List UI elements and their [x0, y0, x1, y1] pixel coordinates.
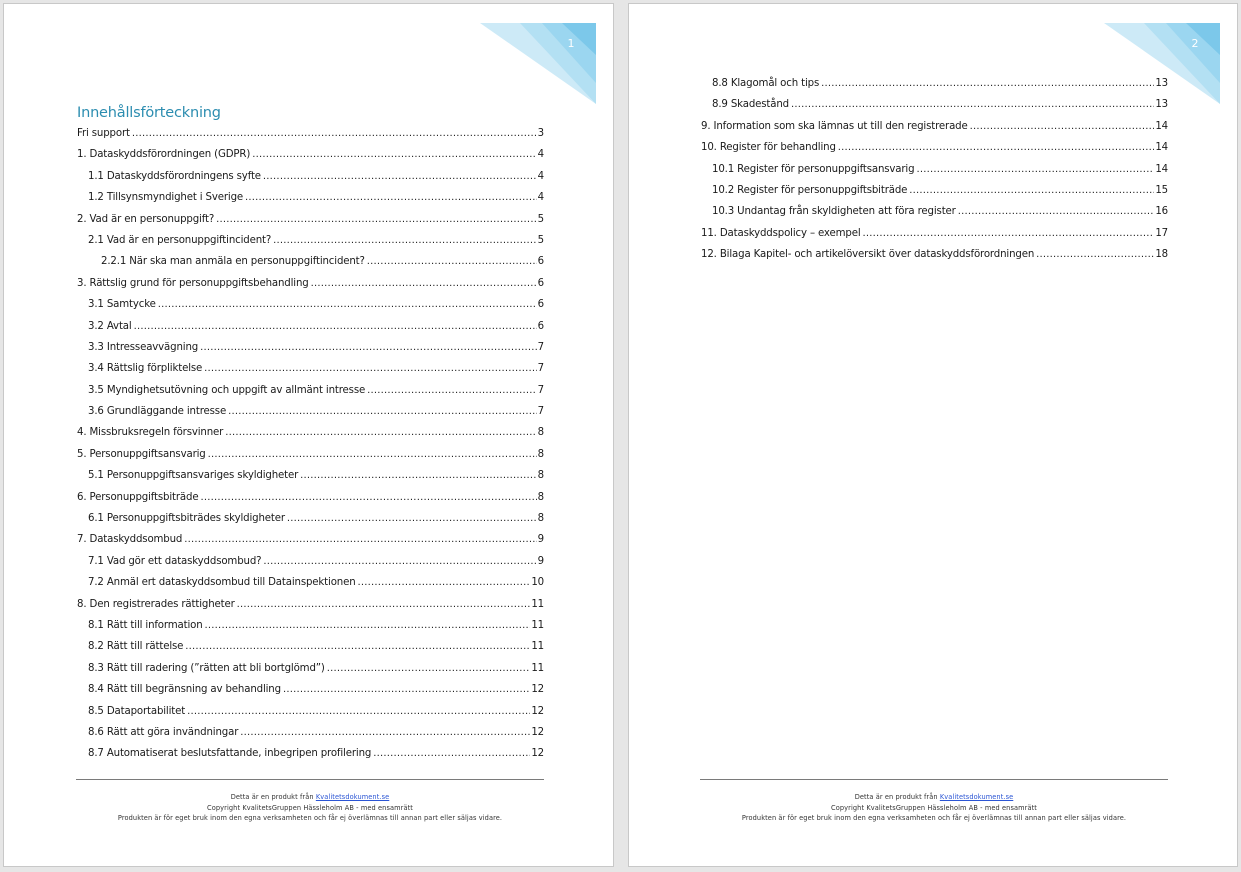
toc-entry-title: 10.3 Undantag från skyldigheten att föra register	[712, 206, 956, 218]
toc-entry-page: 17	[1155, 227, 1168, 239]
toc-entry-page: 16	[1155, 206, 1168, 218]
toc-entry[interactable]	[77, 144, 544, 165]
toc-entry-title: 10.2 Register för personuppgiftsbiträde	[712, 184, 908, 196]
toc-entry-page: 4	[537, 170, 544, 182]
toc-dot-leader	[185, 636, 530, 657]
toc-entry[interactable]	[77, 166, 544, 187]
toc-entry-page: 11	[531, 641, 544, 653]
toc-dot-leader	[367, 380, 537, 401]
toc-dot-leader	[970, 116, 1155, 137]
toc-dot-leader	[909, 180, 1154, 201]
footer-copyright: Copyright KvalitetsGruppen Hässleholm AB - med ensamrätt	[831, 803, 1037, 812]
toc-entry-page: 12	[531, 748, 544, 760]
toc-entry[interactable]	[77, 187, 544, 208]
toc-dot-leader	[358, 572, 531, 593]
toc-dot-leader	[263, 166, 537, 187]
footer-line-1	[700, 792, 1168, 803]
footer-divider	[700, 779, 1168, 780]
toc-entry-page: 3	[537, 128, 544, 139]
toc-entry[interactable]	[77, 358, 544, 379]
toc-dot-leader	[184, 529, 536, 550]
toc-entry[interactable]	[701, 94, 1168, 115]
toc-dot-leader	[300, 465, 537, 486]
toc-entry-page: 12	[531, 705, 544, 717]
table-of-contents	[701, 73, 1168, 266]
toc-entry[interactable]	[77, 337, 544, 358]
toc-dot-leader	[838, 137, 1155, 158]
toc-dot-leader	[367, 251, 537, 272]
toc-entry-title: 9. Information som ska lämnas ut till den registrerade	[701, 120, 968, 132]
footer-line-1	[76, 792, 544, 803]
toc-dot-leader	[225, 422, 536, 443]
toc-entry-page: 7	[537, 363, 544, 375]
toc-entry-title: 3.6 Grundläggande intresse	[88, 406, 227, 418]
toc-dot-leader	[200, 337, 537, 358]
toc-entry-page: 7	[537, 341, 544, 353]
toc-entry-page: 5	[537, 213, 544, 225]
toc-entry-title: 7.1 Vad gör ett dataskyddsombud?	[88, 555, 262, 567]
toc-entry[interactable]	[77, 380, 544, 401]
toc-dot-leader	[240, 722, 530, 743]
toc-dot-leader	[245, 187, 537, 208]
toc-entry-page: 11	[531, 598, 544, 610]
toc-entry-title: 5. Personuppgiftsansvarig	[77, 448, 206, 460]
toc-dot-leader	[311, 273, 537, 294]
toc-entry[interactable]	[701, 116, 1168, 137]
toc-dot-leader	[204, 358, 537, 379]
toc-entry[interactable]	[701, 137, 1168, 158]
toc-entry-title: 8.3 Rätt till radering (”rätten att bli bortglömd”)	[88, 662, 325, 674]
toc-entry[interactable]	[77, 615, 544, 636]
toc-dot-leader	[134, 316, 537, 337]
toc-dot-leader	[237, 594, 531, 615]
toc-entry-page: 8	[537, 427, 544, 439]
toc-dot-leader	[205, 615, 531, 636]
page-number: 2	[1191, 37, 1199, 50]
toc-entry-page: 9	[537, 534, 544, 546]
toc-entry-page: 12	[531, 684, 544, 696]
toc-dot-leader	[208, 444, 537, 465]
toc-dot-leader	[821, 73, 1154, 94]
toc-entry-title: 8.5 Dataportabilitet	[88, 705, 186, 717]
toc-entry-title: Fri support	[77, 128, 130, 139]
toc-entry-title: 5.1 Personuppgiftsansvariges skyldigheter	[88, 470, 299, 482]
toc-entry[interactable]	[77, 572, 544, 593]
toc-entry-title: 6.1 Personuppgiftsbiträdes skyldigheter	[88, 513, 285, 525]
toc-entry-title: 2.1 Vad är en personuppgiftincident?	[88, 234, 272, 246]
page-footer	[700, 792, 1168, 824]
toc-dot-leader	[273, 230, 537, 251]
toc-dot-leader	[200, 487, 536, 508]
footer-link[interactable]: Kvalitetsdokument.se	[315, 793, 390, 801]
toc-entry-page: 11	[531, 662, 544, 674]
toc-entry[interactable]	[77, 701, 544, 722]
toc-entry-title: 1. Dataskyddsförordningen (GDPR)	[77, 149, 251, 161]
toc-entry[interactable]	[701, 159, 1168, 180]
toc-entry-page: 14	[1155, 163, 1168, 175]
toc-entry-page: 14	[1155, 120, 1168, 132]
toc-entry[interactable]	[77, 487, 544, 508]
toc-dot-leader	[216, 209, 537, 230]
toc-entry[interactable]	[77, 316, 544, 337]
toc-entry[interactable]	[77, 209, 544, 230]
toc-entry-page: 13	[1155, 99, 1168, 111]
toc-entry-title: 8.6 Rätt att göra invändningar	[88, 726, 239, 738]
toc-entry[interactable]	[77, 658, 544, 679]
toc-entry[interactable]	[77, 594, 544, 615]
toc-entry-page: 18	[1155, 249, 1168, 261]
toc-entry-title: 12. Bilaga Kapitel- och artikelöversikt över dataskyddsförordningen	[701, 249, 1035, 261]
table-of-contents	[77, 123, 544, 765]
toc-entry-page: 6	[537, 320, 544, 332]
toc-entry-page: 6	[537, 256, 544, 268]
toc-heading: Innehållsförteckning	[77, 105, 221, 121]
toc-entry[interactable]	[77, 722, 544, 743]
toc-entry-title: 2.2.1 När ska man anmäla en personuppgiftincident?	[101, 256, 365, 268]
toc-dot-leader	[132, 123, 537, 144]
toc-entry[interactable]	[77, 679, 544, 700]
toc-entry-page: 14	[1155, 142, 1168, 154]
toc-entry[interactable]	[77, 444, 544, 465]
toc-entry-page: 6	[537, 299, 544, 311]
toc-entry[interactable]	[77, 230, 544, 251]
footer-divider	[76, 779, 544, 780]
toc-entry-page: 4	[537, 192, 544, 204]
toc-entry[interactable]	[77, 743, 544, 764]
toc-entry-title: 7.2 Anmäl ert dataskyddsombud till Datainspektionen	[88, 577, 356, 589]
toc-entry-title: 3.4 Rättslig förpliktelse	[88, 363, 203, 375]
toc-entry-page: 15	[1155, 184, 1168, 196]
toc-dot-leader	[158, 294, 537, 315]
toc-entry-page: 10	[531, 577, 544, 589]
footer-prefix: Detta är en produkt från	[230, 793, 316, 801]
toc-entry-title: 3. Rättslig grund för personuppgiftsbehandling	[77, 277, 309, 289]
toc-entry[interactable]	[701, 201, 1168, 222]
footer-prefix: Detta är en produkt från	[854, 793, 940, 801]
toc-entry[interactable]	[77, 123, 544, 144]
toc-dot-leader	[252, 144, 536, 165]
toc-entry-title: 8.7 Automatiserat beslutsfattande, inbegripen profilering	[88, 748, 372, 760]
toc-entry[interactable]	[77, 294, 544, 315]
toc-entry-page: 7	[537, 406, 544, 418]
toc-dot-leader	[327, 658, 531, 679]
toc-dot-leader	[283, 679, 530, 700]
toc-entry[interactable]	[701, 180, 1168, 201]
toc-entry-page: 4	[537, 149, 544, 161]
document-page-1	[4, 4, 613, 866]
toc-dot-leader	[916, 159, 1154, 180]
toc-entry-title: 3.1 Samtycke	[88, 299, 156, 311]
toc-entry-title: 1.1 Dataskyddsförordningens syfte	[88, 170, 261, 182]
toc-entry-page: 8	[537, 470, 544, 482]
footer-link[interactable]: Kvalitetsdokument.se	[939, 793, 1014, 801]
toc-entry-title: 2. Vad är en personuppgift?	[77, 213, 215, 225]
toc-entry[interactable]	[701, 244, 1168, 265]
toc-entry-page: 6	[537, 277, 544, 289]
toc-entry-title: 7. Dataskyddsombud	[77, 534, 183, 546]
toc-entry[interactable]	[77, 508, 544, 529]
toc-entry-page: 8	[537, 513, 544, 525]
toc-entry[interactable]	[77, 401, 544, 422]
toc-dot-leader	[263, 551, 536, 572]
toc-entry-title: 3.5 Myndighetsutövning och uppgift av allmänt intresse	[88, 384, 366, 396]
footer-copyright: Copyright KvalitetsGruppen Hässleholm AB - med ensamrätt	[207, 803, 413, 812]
toc-entry-title: 6. Personuppgiftsbiträde	[77, 491, 199, 503]
toc-entry[interactable]	[77, 251, 544, 272]
toc-entry-title: 8.9 Skadestånd	[712, 99, 789, 111]
toc-entry-title: 8.4 Rätt till begränsning av behandling	[88, 684, 281, 696]
toc-entry-title: 3.2 Avtal	[88, 320, 132, 332]
toc-entry-page: 11	[531, 619, 544, 631]
corner-decoration	[480, 23, 596, 104]
toc-entry[interactable]	[701, 223, 1168, 244]
toc-entry-page: 9	[537, 555, 544, 567]
footer-license: Produkten är för eget bruk inom den egna verksamheten och får ej överlämnas till annan part eller säljas vidare.	[117, 814, 503, 822]
toc-entry-title: 11. Dataskyddspolicy – exempel	[701, 227, 861, 239]
toc-dot-leader	[187, 701, 530, 722]
toc-entry-page: 5	[537, 234, 544, 246]
toc-dot-leader	[791, 94, 1154, 115]
footer-license: Produkten är för eget bruk inom den egna verksamheten och får ej överlämnas till annan part eller säljas vidare.	[741, 814, 1127, 822]
toc-entry-page: 7	[537, 384, 544, 396]
toc-entry-page: 12	[531, 726, 544, 738]
toc-entry[interactable]	[77, 422, 544, 443]
toc-entry-title: 10. Register för behandling	[701, 142, 836, 154]
toc-entry[interactable]	[77, 636, 544, 657]
toc-entry-title: 8.2 Rätt till rättelse	[88, 641, 184, 653]
toc-entry[interactable]	[77, 273, 544, 294]
toc-entry-title: 4. Missbruksregeln försvinner	[77, 427, 224, 439]
toc-dot-leader	[373, 743, 530, 764]
toc-entry[interactable]	[701, 73, 1168, 94]
toc-dot-leader	[228, 401, 537, 422]
toc-entry-page: 13	[1155, 78, 1168, 89]
toc-entry-title: 10.1 Register för personuppgiftsansvarig	[712, 163, 915, 175]
toc-entry-page: 8	[537, 491, 544, 503]
page-number: 1	[567, 37, 575, 50]
toc-dot-leader	[1036, 244, 1154, 265]
toc-entry[interactable]	[77, 529, 544, 550]
toc-dot-leader	[958, 201, 1155, 222]
document-page-2	[629, 4, 1237, 866]
toc-entry-title: 8. Den registrerades rättigheter	[77, 598, 235, 610]
toc-entry-page: 8	[537, 448, 544, 460]
toc-dot-leader	[287, 508, 537, 529]
toc-entry[interactable]	[77, 551, 544, 572]
toc-entry-title: 8.8 Klagomål och tips	[712, 78, 820, 89]
toc-entry-title: 3.3 Intresseavvägning	[88, 341, 199, 353]
toc-dot-leader	[863, 223, 1155, 244]
toc-entry-title: 1.2 Tillsynsmyndighet i Sverige	[88, 192, 244, 204]
toc-entry-title: 8.1 Rätt till information	[88, 619, 203, 631]
page-footer	[76, 792, 544, 824]
toc-entry[interactable]	[77, 465, 544, 486]
